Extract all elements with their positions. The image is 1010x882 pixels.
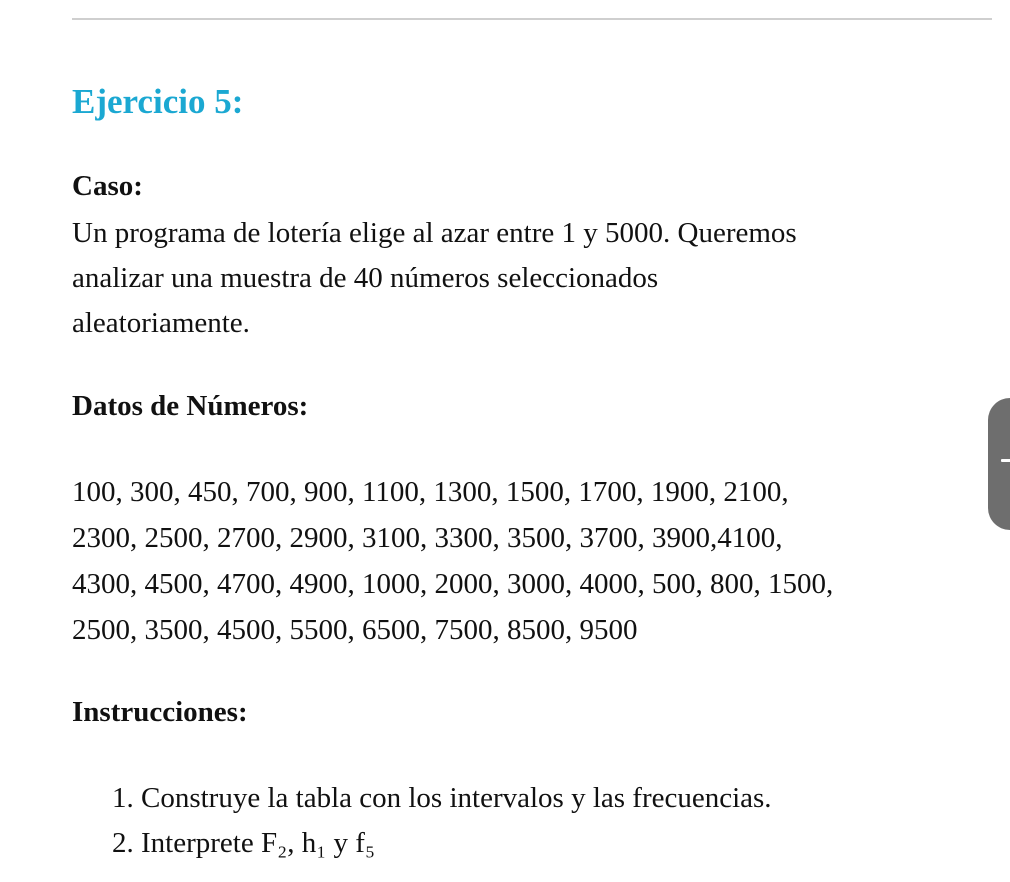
list-item (112, 821, 772, 866)
caso-line: analizar una muestra de 40 números seleccionados (72, 262, 659, 294)
caso-paragraph (72, 211, 972, 346)
instrucciones-list (112, 776, 772, 866)
list-item-text: Interprete F₂, h₁ y f₅ (141, 827, 376, 859)
top-divider (72, 18, 992, 20)
caso-line: Un programa de lotería elige al azar entre 1 y 5000. Queremos (72, 217, 797, 249)
list-item-text: Construye la tabla con los intervalos y las frecuencias. (141, 782, 772, 814)
datos-line: 2500, 3500, 4500, 5500, 6500, 7500, 8500, 9500 (72, 614, 638, 646)
list-item-number: 2. (112, 827, 134, 859)
scroll-handle[interactable] (988, 398, 1010, 530)
instrucciones-heading: Instrucciones: (72, 696, 248, 728)
datos-heading: Datos de Números: (72, 390, 309, 422)
caso-line: aleatoriamente. (72, 307, 250, 339)
exercise-title: Ejercicio 5: (72, 82, 244, 121)
datos-line: 100, 300, 450, 700, 900, 1100, 1300, 1500, 1700, 1900, 2100, (72, 476, 789, 508)
list-item (112, 776, 772, 821)
grip-icon (1001, 459, 1010, 462)
list-item-number: 1. (112, 782, 134, 814)
caso-heading: Caso: (72, 170, 143, 202)
datos-line: 2300, 2500, 2700, 2900, 3100, 3300, 3500, 3700, 3900,4100, (72, 522, 783, 554)
datos-numbers (72, 469, 833, 653)
datos-line: 4300, 4500, 4700, 4900, 1000, 2000, 3000, 4000, 500, 800, 1500, (72, 568, 834, 600)
